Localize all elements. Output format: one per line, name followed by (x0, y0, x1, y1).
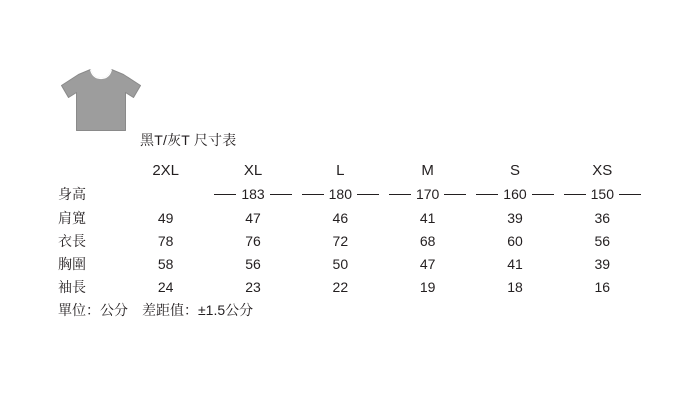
dash-left-icon (302, 194, 324, 195)
table-cell: 72 (332, 232, 349, 249)
height-value: 170 (415, 186, 440, 202)
size-header-cell: M (421, 161, 434, 179)
table-row-length (58, 229, 646, 252)
table-cell: 68 (419, 232, 436, 249)
height-slot (297, 186, 384, 202)
table-cell: 19 (419, 278, 436, 295)
table-row-sleeve (58, 275, 646, 298)
height-slot (471, 186, 558, 202)
dash-right-icon (619, 194, 641, 195)
dash-right-icon (270, 194, 292, 195)
footnote: 單位：公分 差距值：±1.5公分 (58, 302, 254, 318)
dash-left-icon (564, 194, 586, 195)
table-cell: 18 (507, 278, 523, 295)
dash-left-icon (214, 194, 236, 195)
table-cell: 58 (157, 255, 174, 272)
table-cell: 41 (419, 209, 436, 226)
size-header-cells (122, 162, 646, 179)
size-header-cell: 2XL (152, 161, 180, 179)
row-cells-sleeve (122, 279, 646, 295)
table-row-chest (58, 252, 646, 275)
height-value: 180 (328, 186, 352, 202)
row-cells-shoulder (122, 210, 646, 226)
height-slot (559, 186, 646, 202)
table-cell: 16 (594, 278, 611, 295)
table-cell: 24 (157, 278, 174, 295)
row-label-chest: 胸圍 (58, 255, 86, 272)
table-cell: 60 (507, 232, 523, 249)
table-cell: 49 (157, 209, 174, 226)
row-cells-length (122, 233, 646, 249)
size-table (58, 158, 646, 298)
dash-right-icon (357, 194, 379, 195)
size-header-cell: L (336, 161, 345, 179)
table-cell: 39 (507, 209, 523, 226)
size-header-cell: S (509, 161, 520, 179)
table-row-shoulder (58, 206, 646, 229)
table-cell: 36 (594, 209, 611, 226)
row-cells-chest (122, 256, 646, 272)
height-value: 150 (590, 186, 614, 202)
table-cell: 41 (507, 255, 523, 272)
dash-left-icon (476, 194, 498, 195)
height-value: 160 (503, 186, 527, 202)
dash-left-icon (389, 194, 411, 195)
row-label-sleeve: 袖長 (58, 278, 86, 295)
table-cell: 22 (332, 278, 349, 295)
dash-right-icon (444, 194, 466, 195)
row-label-shoulder: 肩寬 (58, 209, 86, 226)
table-cell: 56 (594, 232, 611, 249)
table-cell: 76 (245, 232, 261, 249)
height-slot (209, 186, 296, 202)
height-value: 183 (241, 186, 265, 202)
table-cell: 23 (245, 278, 261, 295)
table-header-row (58, 158, 646, 182)
table-cell: 47 (245, 209, 261, 226)
table-cell: 56 (245, 255, 261, 272)
size-header-cell: XS (592, 161, 613, 179)
height-between-values (122, 182, 646, 206)
row-label-height: 身高 (58, 186, 86, 202)
table-cell: 78 (157, 232, 174, 249)
table-cell: 46 (332, 209, 349, 226)
table-cell: 39 (594, 255, 611, 272)
table-cell: 50 (332, 255, 349, 272)
height-slot (384, 186, 471, 202)
row-label-length: 衣長 (58, 232, 86, 249)
table-row-height (58, 182, 646, 206)
tshirt-illustration (58, 66, 144, 134)
dash-right-icon (532, 194, 554, 195)
size-header-cell: XL (243, 161, 263, 179)
page-title: 黑T/灰T 尺寸表 (140, 132, 237, 148)
table-cell: 47 (419, 255, 436, 272)
